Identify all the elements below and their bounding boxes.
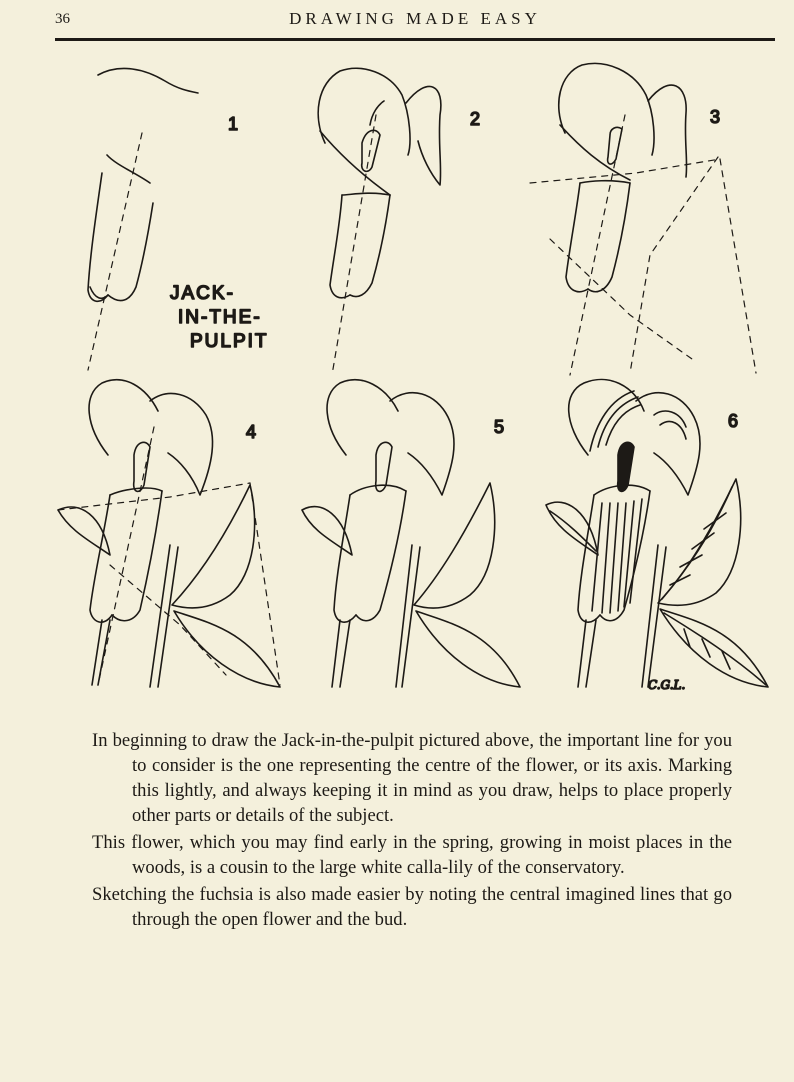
step-number-1: 1 bbox=[228, 114, 239, 134]
jack-in-the-pulpit-illustration bbox=[50, 55, 780, 700]
caption-line-2: IN-THE- bbox=[178, 307, 262, 328]
paragraph-1: In beginning to draw the Jack-in-the-pulpit pictured above, the important line for you to consider is the one representing the centre of the flower, or its axis. Marking this lightly, and always keeping it in mind as you draw, helps to place properly other parts or details of the subject. bbox=[92, 730, 732, 826]
page-header bbox=[55, 8, 775, 38]
running-title: DRAWING MADE EASY bbox=[289, 9, 541, 28]
step-3-drawing bbox=[530, 63, 756, 375]
step-number-4: 4 bbox=[246, 422, 257, 442]
step-number-3: 3 bbox=[710, 107, 721, 127]
header-rule bbox=[55, 38, 775, 41]
step-number-6: 6 bbox=[728, 411, 739, 431]
paragraph-3: Sketching the fuchsia is also made easier by noting the central imagined lines that go through the open flower and the bud. bbox=[92, 884, 732, 930]
artist-signature: C.G.L. bbox=[648, 678, 686, 692]
paragraph-2: This flower, which you may find early in the spring, growing in moist places in the woods, is a cousin to the large white calla-lily of the conservatory. bbox=[92, 832, 732, 878]
step-number-5: 5 bbox=[494, 417, 505, 437]
step-2-drawing bbox=[318, 68, 441, 375]
drawing-steps-svg bbox=[50, 55, 780, 700]
step-5-drawing bbox=[302, 380, 520, 687]
caption-line-3: PULPIT bbox=[190, 331, 269, 352]
body-text bbox=[92, 728, 732, 934]
step-number-2: 2 bbox=[470, 109, 481, 129]
page-number: 36 bbox=[55, 11, 70, 27]
caption-line-1: JACK- bbox=[170, 283, 235, 304]
